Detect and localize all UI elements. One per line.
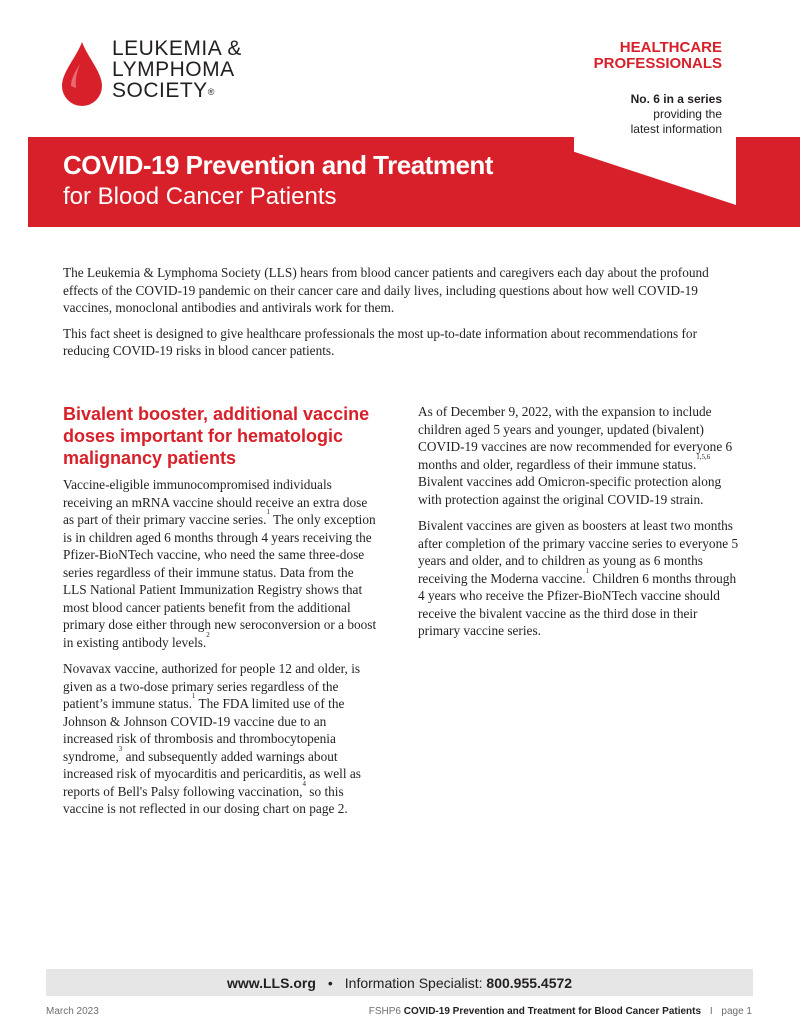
intro-paragraph-1: The Leukemia & Lymphoma Society (LLS) hears from blood cancer patients and caregivers each day about the profound effects of the COVID-19 pandemic on their cancer care and daily lives, including questions about how well COVID-19 vaccines, monoclonal antibodies and antivirals work for them. xyxy=(63,265,709,315)
left-paragraph-2: Novavax vaccine, authorized for people 12 and older, is given as a two-dose primary series regardless of the patient’s immune status.$^1$ The FDA limited use of the Johnson & Johnson COVID-19 vaccine due to an increased risk of thrombosis and thrombocytopenia syndrome,$^3$ and subsequently added warnings about increased risk of myocarditis and pericarditis, as well as reports of Bell's Palsy following vaccination,$^4$ so this vaccine is not reflected in our dosing chart on page 2. xyxy=(63,661,361,816)
reference-2: 2 xyxy=(206,630,210,639)
section-heading: Bivalent booster, additional vaccine doses important for hematologic malignancy patients xyxy=(63,404,370,468)
right-column xyxy=(418,403,740,649)
phone-number[interactable]: 800.955.4572 xyxy=(486,974,573,991)
audience-tag-title: HEALTHCARE PROFESSIONALS xyxy=(593,39,722,72)
info-specialist-label: Information Specialist: xyxy=(344,974,483,991)
footer-contact-bar xyxy=(46,969,753,996)
footer-separator: I xyxy=(709,1006,713,1017)
publication-date: March 2023 xyxy=(46,1006,99,1017)
document-subtitle: for Blood Cancer Patients xyxy=(63,183,337,210)
series-info xyxy=(574,92,722,137)
footer-document-info xyxy=(369,1006,752,1017)
logo-line-1: LEUKEMIA & xyxy=(112,37,242,60)
right-paragraph-1: As of December 9, 2022, with the expansion to include children aged 5 years and younger, updated (bivalent) COVID-19 vaccines are now recommended for everyone 6 months and older, regardless of their immune status.$^{1,5,6}$ Bivalent vaccines add Omicron-specific protection along with protection against the original COVID-19 strain. xyxy=(418,404,733,507)
reference-1: 1 xyxy=(585,566,590,575)
footer-document-title: COVID-19 Prevention and Treatment for Blood Cancer Patients xyxy=(403,1006,702,1017)
website-link[interactable]: www.LLS.org xyxy=(226,974,316,991)
organization-logo-text xyxy=(112,38,292,101)
reference-3: 3 xyxy=(118,744,123,753)
series-number: No. 6 in a series xyxy=(630,92,722,106)
introduction xyxy=(63,264,743,368)
intro-paragraph-2: This fact sheet is designed to give healthcare professionals the most up-to-date information about recommendations for reducing COVID-19 risks in blood cancer patients. xyxy=(63,325,698,358)
left-column xyxy=(63,403,378,827)
logo-line-3: SOCIETY® xyxy=(112,79,215,102)
left-paragraph-1: Vaccine-eligible immunocompromised individuals receiving an mRNA vaccine should receive an extra dose as part of their primary vaccine series.$^1$ The only exception is in children aged 6 months through 4 years receiving the Pfizer-BioNTech vaccine, who need the same three-dose series regardless of their immune status. Data from the LLS National Patient Immunization Registry shows that most blood cancer patients benefit from the additional primary dose either through new seroconversion or a boost in existing antibody levels.$^2$ xyxy=(63,477,377,650)
series-line-3: latest information xyxy=(630,122,722,136)
reference-1: 1 xyxy=(266,508,270,516)
blood-drop-logo-icon xyxy=(62,42,102,106)
document-title: COVID-19 Prevention and Treatment xyxy=(63,150,493,180)
document-code: FSHP6 xyxy=(368,1006,401,1017)
reference-1-5-6: 1,5,6 xyxy=(696,452,711,461)
footer-separator-dot: • xyxy=(327,974,333,991)
reference-4: 4 xyxy=(302,779,306,788)
logo-line-2: LYMPHOMA xyxy=(112,58,235,81)
reference-1: 1 xyxy=(191,692,196,700)
series-line-2: providing the xyxy=(653,107,722,121)
page-number: page 1 xyxy=(721,1006,752,1017)
registered-mark: ® xyxy=(207,87,215,97)
right-paragraph-2: Bivalent vaccines are given as boosters at least two months after completion of the primary vaccine series to everyone 5 years and older, and to children as young as 6 months receiving the Moderna vaccine.$^1$ Children 6 months through 4 years who receive the Pfizer-BioNTech vaccine should receive the bivalent vaccine as the third dose in their primary vaccine series. xyxy=(418,518,739,638)
